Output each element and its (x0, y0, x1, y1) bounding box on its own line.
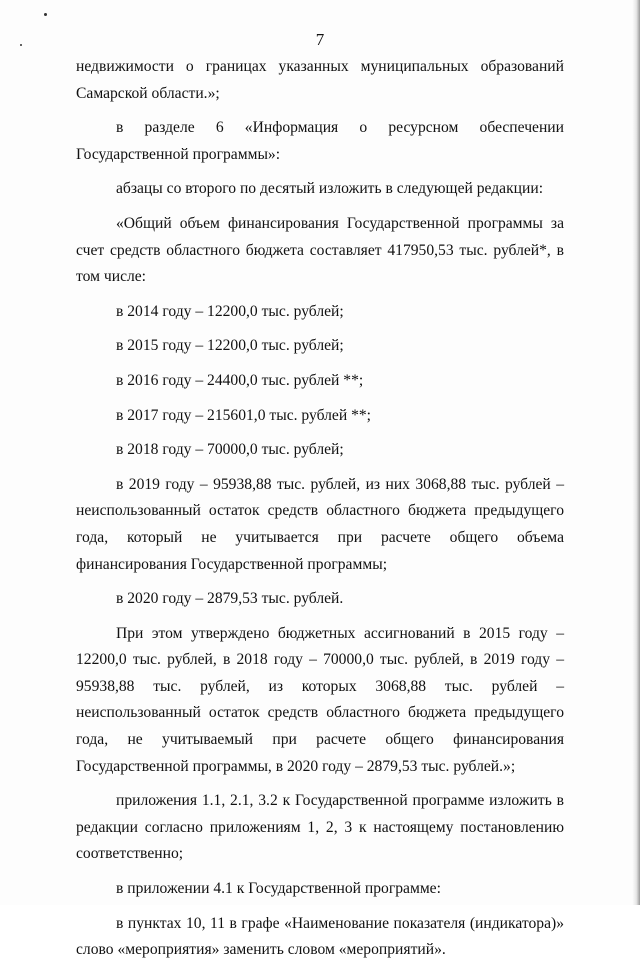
paragraph: в 2015 году – 12200,0 тыс. рублей; (116, 337, 344, 355)
paragraph: в 2019 году – 95938,88 тыс. рублей, из них 3068,88 тыс. рублей – неиспользованный остаток средств областного бюджета предыдущего года, который не учитывается при расчете общего объема финансирования Государственной программы; (76, 475, 564, 573)
page-number: 7 (315, 30, 325, 49)
paragraph: абзацы со второго по десятый изложить в следующей редакции: (116, 180, 544, 198)
paragraph: в разделе 6 «Информация о ресурсном обеспечении Государственной программы»: (76, 119, 564, 163)
paragraph: При этом утверждено бюджетных ассигнований в 2015 году – 12200,0 тыс. рублей, в 2018 году – 70000,0 тыс. рублей, в 2019 году – 95938,88 тыс. рублей, из которых 3068,88 тыс. рублей – неиспользованный остаток средств областного бюджета предыдущего года, не учитываемый при расчете общего финансирования Государственной программы, в 2020 году – 2879,53 тыс. рублей.»; (76, 624, 564, 775)
paragraph: в 2018 году – 70000,0 тыс. рублей; (116, 441, 344, 459)
paragraph: приложения 1.1, 2.1, 3.2 к Государственной программе изложить в редакции согласно приложениям 1, 2, 3 к настоящему постановлению соответственно; (76, 792, 564, 863)
paragraph: «Общий объем финансирования Государственной программы за счет средств областного бюджета составляет 417950,53 тыс. рублей*, в том числе: (76, 214, 564, 286)
paragraph: в 2017 году – 215601,0 тыс. рублей **; (116, 406, 372, 424)
paragraph: в 2014 году – 12200,0 тыс. рублей; (116, 302, 344, 320)
paragraph: в пунктах 10, 11 в графе «Наименование показателя (индикатора)» слово «мероприятия» заменить словом «мероприятий». (76, 914, 564, 959)
scan-edge-shadow (632, 0, 640, 905)
scan-speck (44, 13, 47, 16)
paragraph: в приложении 4.1 к Государственной программе: (116, 880, 441, 898)
paragraph: в 2020 году – 2879,53 тыс. рублей. (116, 590, 344, 608)
paragraph: в 2016 году – 24400,0 тыс. рублей **; (116, 371, 364, 389)
paragraph: недвижимости о границах указанных муниципальных образований Самарской области.»; (76, 58, 564, 102)
document-body (76, 54, 564, 964)
